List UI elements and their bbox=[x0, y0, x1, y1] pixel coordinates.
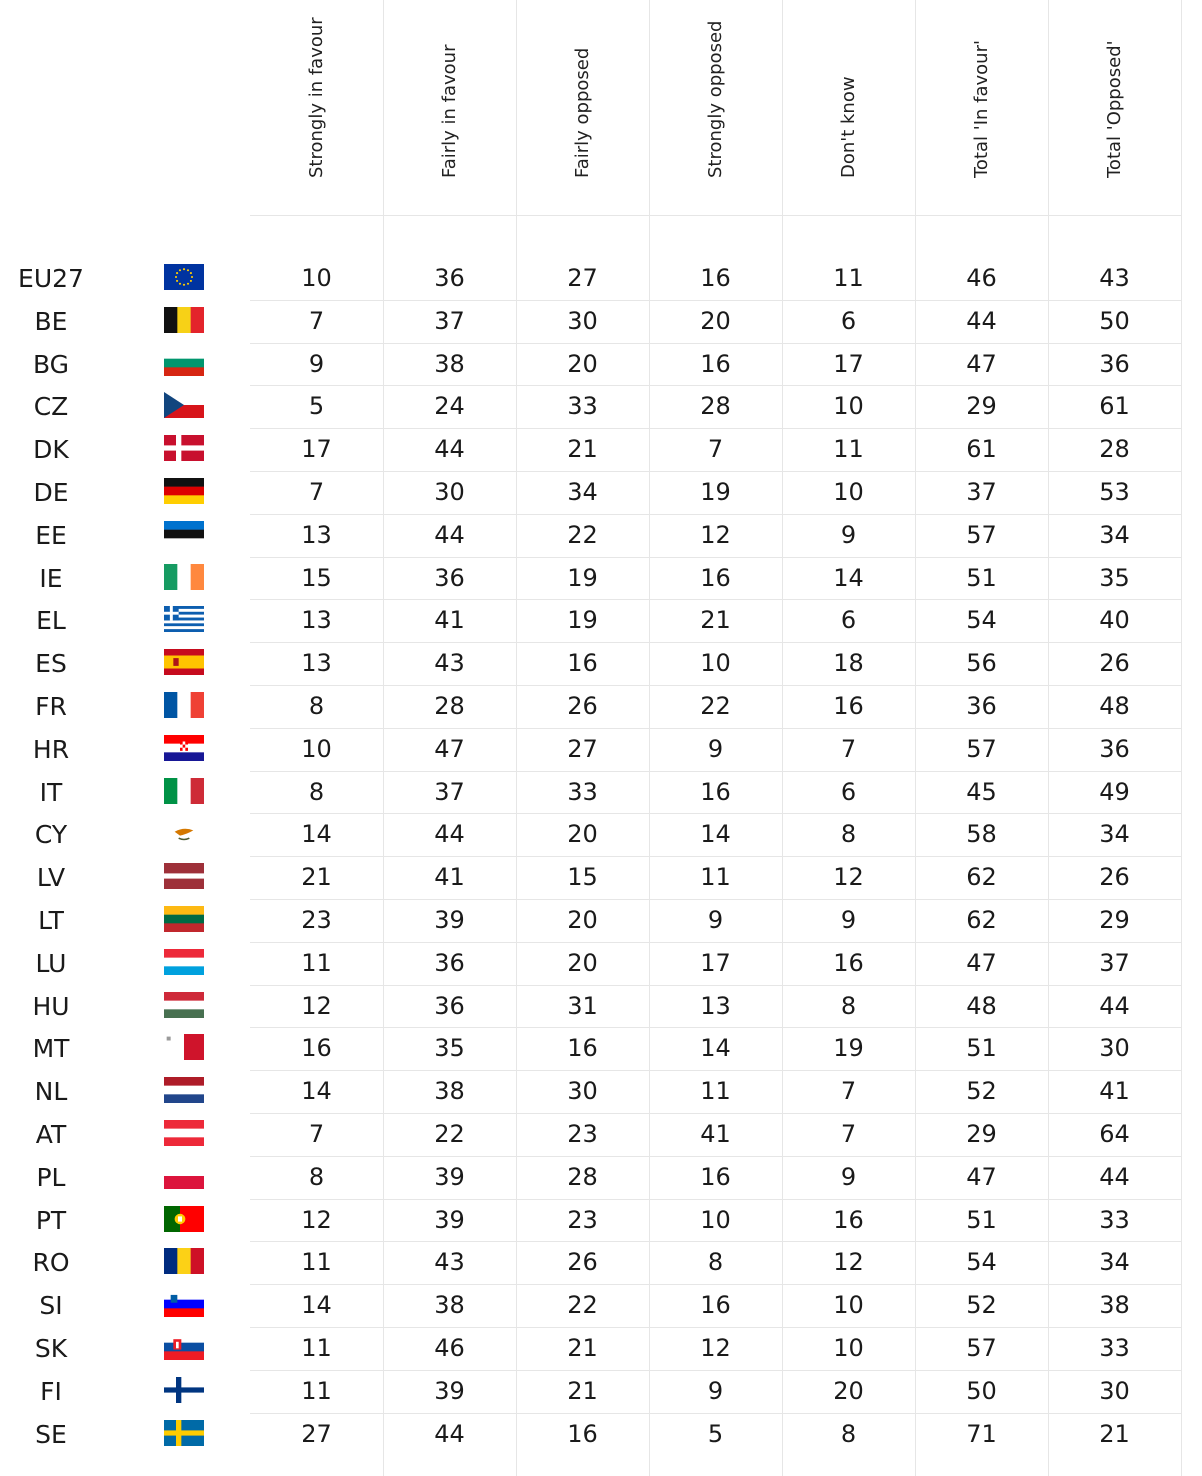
table-row bbox=[0, 985, 1202, 1028]
column-header-label: Strongly opposed bbox=[704, 20, 726, 178]
country-code: CY bbox=[34, 820, 68, 850]
value-cell: 51 bbox=[966, 563, 997, 592]
belgium-flag-icon bbox=[164, 307, 204, 333]
value-cell: 22 bbox=[700, 692, 731, 720]
value-cell: 21 bbox=[567, 1376, 598, 1405]
table-row bbox=[0, 1413, 1202, 1456]
value-cell: 50 bbox=[1099, 306, 1130, 335]
country-code: EU27 bbox=[18, 264, 84, 293]
country-code: DK bbox=[33, 435, 69, 465]
table-row bbox=[0, 300, 1202, 343]
romania-flag-icon bbox=[164, 1248, 204, 1274]
value-cell: 36 bbox=[434, 948, 465, 977]
poland-flag-icon bbox=[164, 1163, 204, 1189]
value-cell: 10 bbox=[301, 264, 332, 292]
value-cell: 19 bbox=[567, 606, 598, 635]
value-cell: 47 bbox=[434, 734, 465, 763]
value-cell: 12 bbox=[833, 863, 864, 892]
table-row bbox=[0, 385, 1202, 428]
table-row bbox=[0, 942, 1202, 985]
value-cell: 52 bbox=[966, 1291, 997, 1320]
value-cell: 16 bbox=[567, 1034, 598, 1063]
table-row bbox=[0, 1113, 1202, 1156]
value-cell: 44 bbox=[434, 820, 465, 849]
value-cell: 7 bbox=[840, 734, 857, 763]
value-cell: 52 bbox=[966, 1077, 997, 1106]
value-cell: 28 bbox=[700, 392, 731, 421]
bulgaria-flag-icon bbox=[164, 350, 204, 376]
value-cell: 36 bbox=[966, 692, 997, 720]
value-cell: 50 bbox=[966, 1376, 997, 1405]
value-cell: 27 bbox=[567, 734, 598, 763]
value-cell: 27 bbox=[301, 1419, 332, 1448]
country-code: IT bbox=[39, 777, 63, 807]
value-cell: 49 bbox=[1099, 777, 1130, 806]
value-cell: 17 bbox=[301, 435, 332, 464]
value-cell: 15 bbox=[301, 563, 332, 592]
value-cell: 16 bbox=[567, 649, 598, 678]
value-cell: 14 bbox=[833, 563, 864, 592]
value-cell: 47 bbox=[966, 349, 997, 378]
value-cell: 48 bbox=[966, 991, 997, 1020]
column-header bbox=[915, 0, 1048, 215]
value-cell: 11 bbox=[301, 1248, 332, 1277]
value-cell: 10 bbox=[301, 734, 332, 763]
country-code: AT bbox=[35, 1120, 67, 1149]
value-cell: 33 bbox=[1099, 1334, 1130, 1362]
value-cell: 16 bbox=[700, 1162, 731, 1191]
country-code: NL bbox=[34, 1077, 68, 1107]
value-cell: 8 bbox=[840, 820, 857, 849]
value-cell: 16 bbox=[700, 777, 731, 806]
value-cell: 8 bbox=[840, 991, 857, 1020]
country-code: EE bbox=[35, 520, 67, 550]
table-row bbox=[0, 899, 1202, 942]
value-cell: 23 bbox=[567, 1205, 598, 1234]
value-cell: 7 bbox=[308, 306, 325, 335]
value-cell: 34 bbox=[1099, 520, 1130, 549]
value-cell: 22 bbox=[567, 1291, 598, 1320]
lithuania-flag-icon bbox=[164, 906, 204, 932]
value-cell: 54 bbox=[966, 606, 997, 635]
value-cell: 36 bbox=[434, 563, 465, 592]
value-cell: 19 bbox=[700, 478, 731, 506]
value-cell: 41 bbox=[434, 606, 465, 635]
value-cell: 57 bbox=[966, 520, 997, 549]
value-cell: 26 bbox=[567, 692, 598, 720]
value-cell: 7 bbox=[840, 1077, 857, 1106]
value-cell: 11 bbox=[700, 863, 731, 892]
value-cell: 12 bbox=[700, 1334, 731, 1362]
value-cell: 21 bbox=[1099, 1419, 1130, 1448]
value-cell: 31 bbox=[567, 991, 598, 1020]
value-cell: 44 bbox=[434, 1419, 465, 1448]
value-cell: 30 bbox=[1099, 1034, 1130, 1063]
header-divider bbox=[250, 215, 1181, 216]
country-code: EL bbox=[36, 606, 66, 636]
value-cell: 38 bbox=[1099, 1291, 1130, 1320]
value-cell: 41 bbox=[434, 863, 465, 892]
value-cell: 38 bbox=[434, 349, 465, 378]
value-cell: 17 bbox=[833, 349, 864, 378]
table-row bbox=[0, 771, 1202, 814]
value-cell: 47 bbox=[966, 948, 997, 977]
value-cell: 36 bbox=[434, 991, 465, 1020]
table-row bbox=[0, 599, 1202, 642]
value-cell: 23 bbox=[301, 906, 332, 934]
value-cell: 29 bbox=[966, 1120, 997, 1148]
slovenia-flag-icon bbox=[164, 1291, 204, 1317]
value-cell: 22 bbox=[434, 1120, 465, 1148]
value-cell: 44 bbox=[434, 520, 465, 549]
value-cell: 8 bbox=[840, 1419, 857, 1448]
value-cell: 40 bbox=[1099, 606, 1130, 635]
column-header-label: Don't know bbox=[837, 76, 859, 178]
value-cell: 20 bbox=[567, 349, 598, 378]
value-cell: 36 bbox=[1099, 734, 1130, 763]
value-cell: 37 bbox=[966, 478, 997, 506]
table-row bbox=[0, 685, 1202, 728]
malta-flag-icon bbox=[164, 1034, 204, 1060]
estonia-flag-icon bbox=[164, 521, 204, 547]
table-row bbox=[0, 1327, 1202, 1370]
column-header-label: Strongly in favour bbox=[305, 17, 327, 178]
value-cell: 44 bbox=[1099, 1162, 1130, 1191]
value-cell: 11 bbox=[833, 264, 864, 292]
value-cell: 10 bbox=[833, 1291, 864, 1320]
value-cell: 54 bbox=[966, 1248, 997, 1277]
country-code: SE bbox=[35, 1419, 67, 1449]
value-cell: 14 bbox=[301, 820, 332, 849]
value-cell: 19 bbox=[567, 563, 598, 592]
finland-flag-icon bbox=[164, 1377, 204, 1403]
table-row bbox=[0, 642, 1202, 685]
sweden-flag-icon bbox=[164, 1420, 204, 1446]
value-cell: 13 bbox=[301, 520, 332, 549]
value-cell: 11 bbox=[700, 1077, 731, 1106]
value-cell: 10 bbox=[700, 649, 731, 678]
table-row bbox=[0, 257, 1202, 300]
value-cell: 33 bbox=[567, 777, 598, 806]
value-cell: 10 bbox=[833, 392, 864, 421]
value-cell: 43 bbox=[434, 1248, 465, 1277]
value-cell: 29 bbox=[1099, 906, 1130, 934]
table-row bbox=[0, 1199, 1202, 1242]
country-code: SK bbox=[34, 1334, 68, 1363]
value-cell: 11 bbox=[301, 948, 332, 977]
country-code: CZ bbox=[33, 392, 69, 422]
table-row bbox=[0, 813, 1202, 856]
value-cell: 6 bbox=[840, 306, 857, 335]
value-cell: 12 bbox=[301, 991, 332, 1020]
table-row bbox=[0, 471, 1202, 514]
value-cell: 41 bbox=[700, 1120, 731, 1148]
value-cell: 13 bbox=[301, 649, 332, 678]
value-cell: 11 bbox=[301, 1334, 332, 1362]
value-cell: 8 bbox=[308, 1162, 325, 1191]
value-cell: 43 bbox=[1099, 264, 1130, 292]
value-cell: 12 bbox=[833, 1248, 864, 1277]
country-code: PT bbox=[35, 1205, 67, 1235]
column-header-label: Fairly in favour bbox=[438, 44, 460, 178]
hungary-flag-icon bbox=[164, 992, 204, 1018]
value-cell: 8 bbox=[308, 692, 325, 720]
luxembourg-flag-icon bbox=[164, 949, 204, 975]
country-code: PL bbox=[36, 1162, 66, 1192]
value-cell: 43 bbox=[434, 649, 465, 678]
value-cell: 17 bbox=[700, 948, 731, 977]
ireland-flag-icon bbox=[164, 564, 204, 590]
column-header-label: Total 'Opposed' bbox=[1103, 40, 1125, 178]
value-cell: 28 bbox=[567, 1162, 598, 1191]
value-cell: 8 bbox=[707, 1248, 724, 1277]
table-row bbox=[0, 1284, 1202, 1327]
value-cell: 28 bbox=[434, 692, 465, 720]
value-cell: 16 bbox=[700, 349, 731, 378]
table-row bbox=[0, 1370, 1202, 1413]
country-code: HU bbox=[32, 991, 70, 1021]
value-cell: 8 bbox=[308, 777, 325, 806]
value-cell: 57 bbox=[966, 734, 997, 763]
value-cell: 33 bbox=[567, 392, 598, 421]
value-cell: 9 bbox=[707, 1376, 724, 1405]
value-cell: 41 bbox=[1099, 1077, 1130, 1106]
value-cell: 12 bbox=[700, 520, 731, 549]
value-cell: 16 bbox=[833, 1205, 864, 1234]
country-code: LT bbox=[38, 906, 64, 935]
value-cell: 56 bbox=[966, 649, 997, 678]
value-cell: 21 bbox=[301, 863, 332, 892]
column-header bbox=[383, 0, 516, 215]
value-cell: 44 bbox=[1099, 991, 1130, 1020]
value-cell: 30 bbox=[1099, 1376, 1130, 1405]
value-cell: 39 bbox=[434, 1205, 465, 1234]
denmark-flag-icon bbox=[164, 435, 204, 461]
value-cell: 37 bbox=[434, 306, 465, 335]
value-cell: 12 bbox=[301, 1205, 332, 1234]
portugal-flag-icon bbox=[164, 1206, 204, 1232]
value-cell: 22 bbox=[567, 520, 598, 549]
value-cell: 37 bbox=[1099, 948, 1130, 977]
value-cell: 39 bbox=[434, 1376, 465, 1405]
value-cell: 13 bbox=[700, 991, 731, 1020]
value-cell: 16 bbox=[833, 948, 864, 977]
table-row bbox=[0, 557, 1202, 600]
country-code: SI bbox=[39, 1291, 63, 1321]
value-cell: 16 bbox=[700, 264, 731, 292]
value-cell: 10 bbox=[833, 1334, 864, 1362]
value-cell: 30 bbox=[567, 306, 598, 335]
value-cell: 57 bbox=[966, 1334, 997, 1362]
value-cell: 37 bbox=[434, 777, 465, 806]
column-header bbox=[649, 0, 782, 215]
italy-flag-icon bbox=[164, 778, 204, 804]
value-cell: 14 bbox=[301, 1077, 332, 1106]
value-cell: 18 bbox=[833, 649, 864, 678]
country-code: ES bbox=[35, 649, 67, 679]
austria-flag-icon bbox=[164, 1120, 204, 1146]
value-cell: 27 bbox=[567, 264, 598, 292]
value-cell: 39 bbox=[434, 1162, 465, 1191]
value-cell: 46 bbox=[966, 264, 997, 292]
value-cell: 5 bbox=[707, 1419, 724, 1448]
table-row bbox=[0, 1241, 1202, 1284]
value-cell: 35 bbox=[1099, 563, 1130, 592]
value-cell: 16 bbox=[700, 1291, 731, 1320]
value-cell: 15 bbox=[567, 863, 598, 892]
value-cell: 7 bbox=[707, 435, 724, 464]
value-cell: 36 bbox=[1099, 349, 1130, 378]
country-code: HR bbox=[32, 734, 70, 764]
france-flag-icon bbox=[164, 692, 204, 718]
value-cell: 9 bbox=[707, 906, 724, 934]
value-cell: 58 bbox=[966, 820, 997, 849]
value-cell: 51 bbox=[966, 1205, 997, 1234]
table-row bbox=[0, 1070, 1202, 1113]
greece-flag-icon bbox=[164, 606, 204, 632]
value-cell: 34 bbox=[567, 478, 598, 506]
czechia-flag-icon bbox=[164, 392, 204, 418]
country-code: FR bbox=[35, 692, 67, 721]
value-cell: 21 bbox=[700, 606, 731, 635]
value-cell: 14 bbox=[700, 820, 731, 849]
value-cell: 53 bbox=[1099, 478, 1130, 506]
value-cell: 9 bbox=[840, 906, 857, 934]
value-cell: 16 bbox=[700, 563, 731, 592]
value-cell: 44 bbox=[434, 435, 465, 464]
column-header-label: Total 'In favour' bbox=[970, 40, 992, 178]
value-cell: 21 bbox=[567, 1334, 598, 1362]
table-row bbox=[0, 856, 1202, 899]
value-cell: 9 bbox=[308, 349, 325, 378]
value-cell: 5 bbox=[308, 392, 325, 421]
value-cell: 6 bbox=[840, 777, 857, 806]
value-cell: 11 bbox=[301, 1376, 332, 1405]
country-code: LU bbox=[35, 948, 67, 978]
value-cell: 38 bbox=[434, 1077, 465, 1106]
value-cell: 20 bbox=[700, 306, 731, 335]
value-cell: 9 bbox=[840, 520, 857, 549]
value-cell: 10 bbox=[833, 478, 864, 506]
value-cell: 10 bbox=[700, 1205, 731, 1234]
value-cell: 29 bbox=[966, 392, 997, 421]
value-cell: 47 bbox=[966, 1162, 997, 1191]
slovakia-flag-icon bbox=[164, 1334, 204, 1360]
latvia-flag-icon bbox=[164, 863, 204, 889]
value-cell: 21 bbox=[567, 435, 598, 464]
column-header bbox=[250, 0, 383, 215]
value-cell: 20 bbox=[567, 948, 598, 977]
table-row bbox=[0, 428, 1202, 471]
value-cell: 13 bbox=[301, 606, 332, 635]
value-cell: 51 bbox=[966, 1034, 997, 1063]
country-code: LV bbox=[36, 863, 66, 893]
value-cell: 20 bbox=[833, 1376, 864, 1405]
value-cell: 14 bbox=[301, 1291, 332, 1320]
value-cell: 23 bbox=[567, 1120, 598, 1148]
value-cell: 28 bbox=[1099, 435, 1130, 464]
value-cell: 16 bbox=[833, 692, 864, 720]
value-cell: 64 bbox=[1099, 1120, 1130, 1148]
table-row bbox=[0, 1156, 1202, 1199]
table-row bbox=[0, 514, 1202, 557]
value-cell: 9 bbox=[707, 734, 724, 763]
country-code: FI bbox=[40, 1376, 62, 1406]
column-header bbox=[782, 0, 915, 215]
value-cell: 61 bbox=[1099, 392, 1130, 421]
value-cell: 62 bbox=[966, 863, 997, 892]
table-row bbox=[0, 343, 1202, 386]
value-cell: 24 bbox=[434, 392, 465, 421]
value-cell: 62 bbox=[966, 906, 997, 934]
table-row bbox=[0, 1027, 1202, 1070]
column-header bbox=[516, 0, 649, 215]
value-cell: 7 bbox=[840, 1120, 857, 1148]
croatia-flag-icon bbox=[164, 735, 204, 761]
value-cell: 20 bbox=[567, 906, 598, 934]
value-cell: 16 bbox=[301, 1034, 332, 1063]
value-cell: 11 bbox=[833, 435, 864, 464]
value-cell: 19 bbox=[833, 1034, 864, 1063]
value-cell: 9 bbox=[840, 1162, 857, 1191]
value-cell: 34 bbox=[1099, 1248, 1130, 1277]
country-code: IE bbox=[39, 563, 63, 593]
value-cell: 48 bbox=[1099, 692, 1130, 720]
value-cell: 33 bbox=[1099, 1205, 1130, 1234]
value-cell: 71 bbox=[966, 1419, 997, 1448]
spain-flag-icon bbox=[164, 649, 204, 675]
value-cell: 44 bbox=[966, 306, 997, 335]
germany-flag-icon bbox=[164, 478, 204, 504]
value-cell: 16 bbox=[567, 1419, 598, 1448]
value-cell: 38 bbox=[434, 1291, 465, 1320]
value-cell: 26 bbox=[1099, 863, 1130, 892]
value-cell: 46 bbox=[434, 1334, 465, 1362]
country-code: BE bbox=[34, 306, 68, 336]
country-code: MT bbox=[32, 1034, 70, 1064]
value-cell: 6 bbox=[840, 606, 857, 635]
value-cell: 26 bbox=[567, 1248, 598, 1277]
value-cell: 7 bbox=[308, 478, 325, 506]
cyprus-flag-icon bbox=[164, 820, 204, 846]
value-cell: 26 bbox=[1099, 649, 1130, 678]
value-cell: 30 bbox=[567, 1077, 598, 1106]
column-header bbox=[1048, 0, 1181, 215]
column-header-label: Fairly opposed bbox=[571, 47, 593, 178]
value-cell: 20 bbox=[567, 820, 598, 849]
value-cell: 45 bbox=[966, 777, 997, 806]
table-row bbox=[0, 728, 1202, 771]
value-cell: 36 bbox=[434, 264, 465, 292]
eu-flag-icon bbox=[164, 264, 204, 290]
value-cell: 30 bbox=[434, 478, 465, 506]
value-cell: 14 bbox=[700, 1034, 731, 1063]
country-code: BG bbox=[32, 349, 70, 379]
value-cell: 35 bbox=[434, 1034, 465, 1063]
value-cell: 7 bbox=[308, 1120, 325, 1148]
country-code: DE bbox=[33, 478, 69, 507]
value-cell: 34 bbox=[1099, 820, 1130, 849]
netherlands-flag-icon bbox=[164, 1077, 204, 1103]
value-cell: 61 bbox=[966, 435, 997, 464]
value-cell: 39 bbox=[434, 906, 465, 934]
country-code: RO bbox=[32, 1248, 70, 1278]
